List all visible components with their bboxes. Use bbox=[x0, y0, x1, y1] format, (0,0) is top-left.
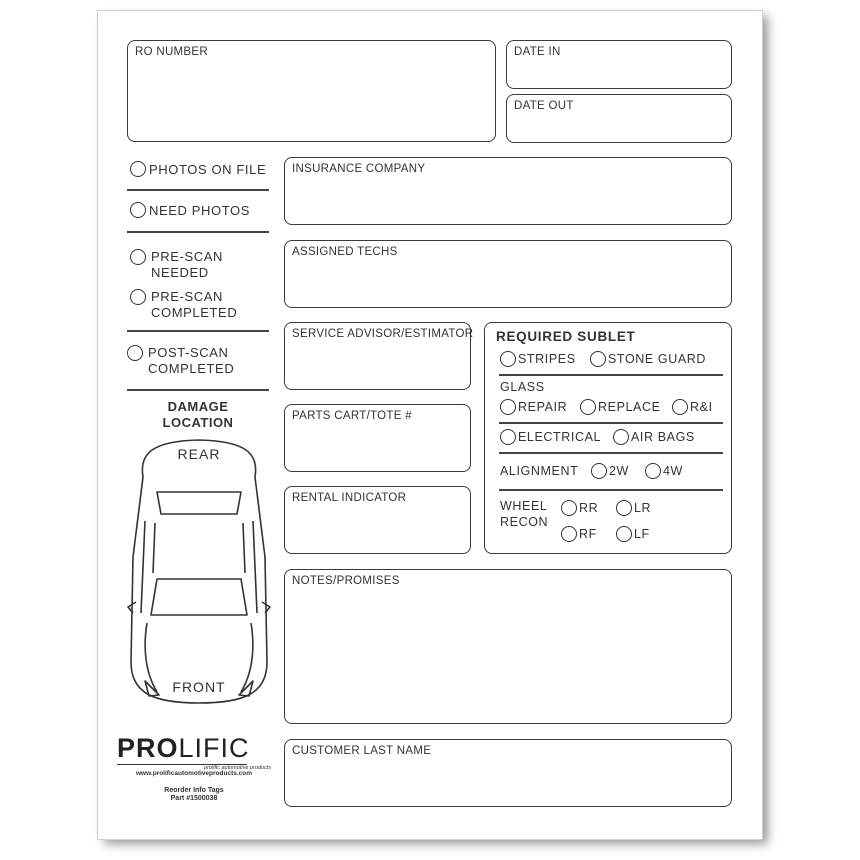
insurance-company-label: INSURANCE COMPANY bbox=[292, 163, 426, 175]
rf-label: RF bbox=[579, 527, 597, 541]
lf-option[interactable] bbox=[616, 526, 650, 542]
notes-promises-label: NOTES/PROMISES bbox=[292, 575, 400, 587]
photos-on-file-option[interactable] bbox=[130, 161, 266, 177]
notes-promises-field[interactable] bbox=[284, 569, 732, 724]
rf-radio[interactable] bbox=[561, 526, 577, 542]
post-scan-completed-label-2: COMPLETED bbox=[148, 361, 235, 376]
damage-title-1: DAMAGE bbox=[167, 399, 229, 414]
alignment-2w-label: 2W bbox=[609, 464, 629, 478]
ro-number-field[interactable] bbox=[127, 40, 496, 142]
r-and-i-label: R&I bbox=[690, 400, 713, 414]
car-hood-right bbox=[241, 623, 253, 692]
assigned-techs-label: ASSIGNED TECHS bbox=[292, 246, 398, 258]
post-scan-completed-option[interactable] bbox=[148, 345, 234, 377]
rental-indicator-field[interactable] bbox=[284, 486, 471, 554]
r-and-i-option[interactable] bbox=[672, 399, 713, 415]
date-out-label: DATE OUT bbox=[514, 100, 574, 112]
glass-label: GLASS bbox=[500, 380, 545, 394]
photos-on-file-label: PHOTOS ON FILE bbox=[149, 161, 267, 177]
ro-number-label: RO NUMBER bbox=[135, 46, 208, 58]
prolific-logo bbox=[117, 733, 271, 771]
stone-guard-label: STONE GUARD bbox=[608, 352, 707, 366]
divider bbox=[127, 389, 269, 391]
pre-scan-needed-label-1: PRE-SCAN bbox=[151, 249, 223, 264]
stone-guard-option[interactable] bbox=[590, 351, 706, 367]
rr-radio[interactable] bbox=[561, 500, 577, 516]
need-photos-option[interactable] bbox=[130, 202, 250, 218]
pre-scan-completed-option[interactable] bbox=[151, 289, 237, 321]
wheel-label: WHEEL bbox=[500, 499, 548, 513]
air-bags-radio[interactable] bbox=[613, 429, 629, 445]
car-diagram[interactable] bbox=[125, 437, 273, 709]
repair-radio[interactable] bbox=[500, 399, 516, 415]
pre-scan-needed-radio[interactable] bbox=[130, 249, 146, 265]
car-right-side bbox=[253, 521, 257, 613]
pre-scan-needed-label-2: NEEDED bbox=[151, 265, 209, 280]
divider bbox=[499, 489, 723, 491]
pre-scan-completed-radio[interactable] bbox=[130, 289, 146, 305]
insurance-company-field[interactable] bbox=[284, 157, 732, 225]
car-windshield bbox=[151, 579, 247, 615]
alignment-4w-radio[interactable] bbox=[645, 463, 661, 479]
service-advisor-field[interactable] bbox=[284, 322, 474, 390]
logo-tagline: prolific automotive products bbox=[204, 765, 271, 771]
car-hood-left bbox=[145, 623, 157, 692]
alignment-label-row bbox=[500, 464, 578, 478]
replace-label: REPLACE bbox=[598, 400, 661, 414]
required-sublet-title: REQUIRED SUBLET bbox=[496, 329, 636, 344]
logo-pro: PRO bbox=[117, 733, 179, 763]
repair-option[interactable] bbox=[500, 399, 567, 415]
alignment-2w-option[interactable] bbox=[591, 463, 629, 479]
rf-option[interactable] bbox=[561, 526, 597, 542]
customer-last-name-field[interactable] bbox=[284, 739, 732, 807]
r-and-i-radio[interactable] bbox=[672, 399, 688, 415]
replace-option[interactable] bbox=[580, 399, 661, 415]
divider bbox=[499, 374, 723, 376]
stripes-label: STRIPES bbox=[518, 352, 576, 366]
stripes-option[interactable] bbox=[500, 351, 576, 367]
recon-label: RECON bbox=[500, 515, 549, 529]
damage-title-2: LOCATION bbox=[162, 415, 234, 430]
alignment-2w-radio[interactable] bbox=[591, 463, 607, 479]
logo-lific: LIFIC bbox=[178, 733, 250, 763]
parts-cart-label: PARTS CART/TOTE # bbox=[292, 410, 412, 422]
air-bags-label: AIR BAGS bbox=[631, 430, 695, 444]
rental-indicator-label: RENTAL INDICATOR bbox=[292, 492, 407, 504]
date-in-label: DATE IN bbox=[514, 46, 561, 58]
rr-label: RR bbox=[579, 501, 599, 515]
photos-on-file-radio[interactable] bbox=[130, 161, 146, 177]
reorder-label: Reorder Info Tags bbox=[164, 787, 224, 794]
electrical-radio[interactable] bbox=[500, 429, 516, 445]
lr-label: LR bbox=[634, 501, 652, 515]
pre-scan-needed-option[interactable] bbox=[151, 249, 223, 281]
lr-radio[interactable] bbox=[616, 500, 632, 516]
electrical-label: ELECTRICAL bbox=[518, 430, 602, 444]
date-out-field[interactable] bbox=[506, 94, 732, 143]
pre-scan-completed-label-2: COMPLETED bbox=[151, 305, 238, 320]
rr-option[interactable] bbox=[561, 500, 598, 516]
alignment-4w-option[interactable] bbox=[645, 463, 683, 479]
repair-label: REPAIR bbox=[518, 400, 568, 414]
date-in-field[interactable] bbox=[506, 40, 732, 89]
car-rear-label: REAR bbox=[177, 446, 221, 462]
car-left-side bbox=[141, 521, 145, 613]
alignment-label: ALIGNMENT bbox=[500, 464, 579, 478]
lf-label: LF bbox=[634, 527, 650, 541]
car-rear-window bbox=[157, 492, 241, 514]
parts-cart-field[interactable] bbox=[284, 404, 471, 472]
car-roof-line-right bbox=[243, 523, 245, 573]
post-scan-completed-radio[interactable] bbox=[127, 345, 143, 361]
electrical-option[interactable] bbox=[500, 429, 601, 445]
part-number: Part #1500038 bbox=[170, 795, 218, 802]
stripes-radio[interactable] bbox=[500, 351, 516, 367]
service-advisor-label: SERVICE ADVISOR/ESTIMATOR bbox=[292, 328, 474, 340]
divider bbox=[127, 231, 269, 233]
alignment-4w-label: 4W bbox=[663, 464, 683, 478]
stone-guard-radio[interactable] bbox=[590, 351, 606, 367]
pre-scan-completed-label-1: PRE-SCAN bbox=[151, 289, 223, 304]
divider bbox=[499, 422, 723, 424]
damage-location-title bbox=[127, 399, 269, 431]
lr-option[interactable] bbox=[616, 500, 651, 516]
assigned-techs-field[interactable] bbox=[284, 240, 732, 308]
car-body-outline bbox=[131, 440, 267, 703]
customer-last-name-label: CUSTOMER LAST NAME bbox=[292, 745, 432, 757]
divider bbox=[499, 452, 723, 454]
replace-radio[interactable] bbox=[580, 399, 596, 415]
post-scan-completed-label-1: POST-SCAN bbox=[148, 345, 229, 360]
wheel-recon-label bbox=[500, 498, 548, 530]
divider bbox=[127, 189, 269, 191]
air-bags-option[interactable] bbox=[613, 429, 695, 445]
glass-label-row bbox=[500, 380, 545, 394]
brand-website: www.prolificautomotiveproducts.com bbox=[135, 770, 253, 777]
divider bbox=[127, 330, 269, 332]
car-front-label: FRONT bbox=[172, 679, 226, 695]
lf-radio[interactable] bbox=[616, 526, 632, 542]
car-roof-line-left bbox=[153, 523, 155, 573]
need-photos-label: NEED PHOTOS bbox=[149, 202, 250, 218]
required-sublet-section bbox=[484, 322, 732, 554]
reorder-info bbox=[117, 787, 271, 803]
need-photos-radio[interactable] bbox=[130, 202, 146, 218]
